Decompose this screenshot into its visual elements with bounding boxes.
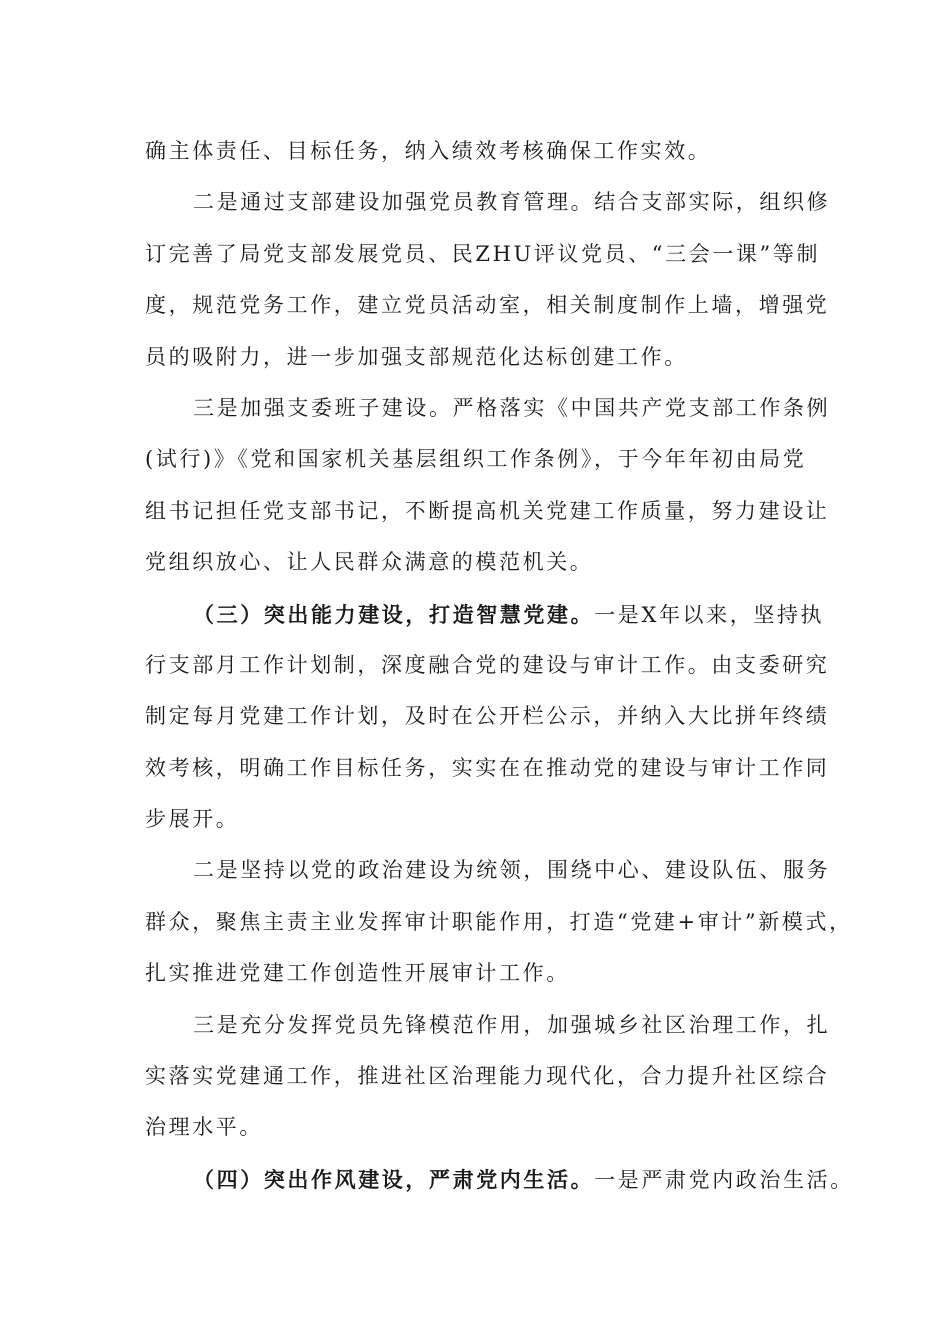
text-line: 行支部月工作计划制，深度融合党的建设与审计工作。由支委研究: [145, 652, 830, 677]
section-text: 一是严肃党内政治生活。: [594, 1167, 854, 1192]
text-line: 效考核，明确工作目标任务，实实在在推动党的建设与审计工作同: [145, 755, 830, 780]
document-body: [145, 126, 854, 1205]
text-line: 员的吸附力，进一步加强支部规范化达标创建工作。: [145, 344, 688, 369]
text-line: 度，规范党务工作，建立党员活动室，相关制度制作上墙，增强党: [145, 293, 830, 318]
text-line: 二是通过支部建设加强党员教育管理。结合支部实际，组织修: [193, 190, 831, 215]
section-text: 一是X年以来，坚持执: [594, 602, 825, 627]
text-line: 三是加强支委班子建设。严格落实《中国共产党支部工作条例: [193, 395, 831, 420]
text-line: [145, 589, 825, 640]
text-line: 治理水平。: [145, 1115, 263, 1140]
text-line: 党组织放心、让人民群众满意的模范机关。: [145, 550, 594, 575]
text-line: 二是坚持以党的政治建设为统领，围绕中心、建设队伍、服务: [193, 858, 831, 883]
text-line: 群众，聚焦主责主业发挥审计职能作用，打造“党建+审计”新模式，: [145, 909, 853, 934]
text-line: [145, 1154, 854, 1205]
text-line: (试行)》《党和国家机关基层组织工作条例》，于今年年初由局党: [145, 447, 807, 472]
text-line: 实落实党建通工作，推进社区治理能力现代化，合力提升社区综合: [145, 1064, 830, 1089]
text-line: 确主体责任、目标任务，纳入绩效考核确保工作实效。: [145, 139, 712, 163]
text-line: 制定每月党建工作计划，及时在公开栏公示，并纳入大比拼年终绩: [145, 704, 830, 729]
text-line: 订完善了局党支部发展党员、民ZHU评议党员、“三会一课”等制: [145, 241, 821, 266]
section-heading: （三）突出能力建设，打造智慧党建。: [193, 601, 595, 627]
text-line: 扎实推进党建工作创造性开展审计工作。: [145, 961, 570, 986]
text-line: 组书记担任党支部书记，不断提高机关党建工作质量，努力建设让: [145, 498, 830, 523]
text-line: 三是充分发挥党员先锋模范作用，加强城乡社区治理工作，扎: [193, 1012, 831, 1037]
text-line: 步展开。: [145, 807, 240, 832]
section-heading: （四）突出作风建设，严肃党内生活。: [193, 1166, 595, 1192]
